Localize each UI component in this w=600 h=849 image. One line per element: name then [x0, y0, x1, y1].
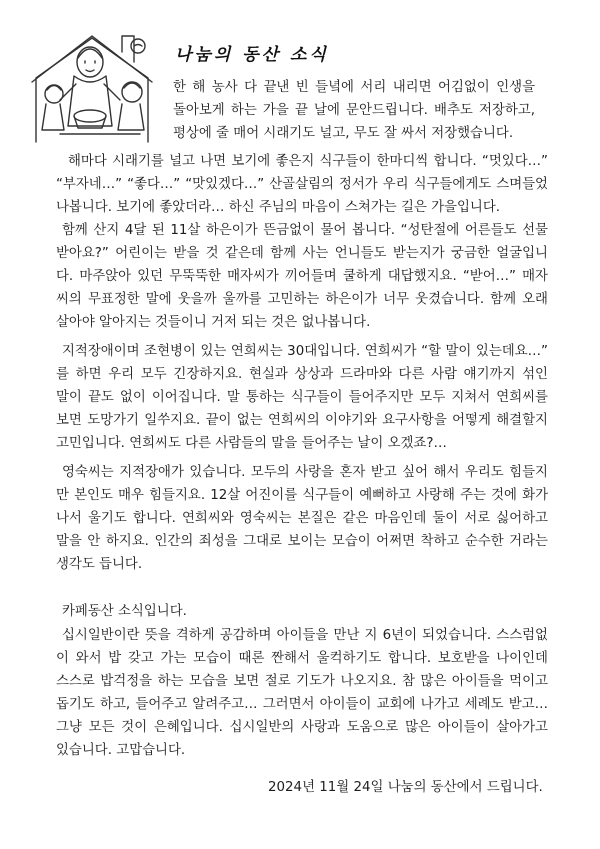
body-line: 평상에 줄 매어 시래기도 널고, 무도 잘 싸서 저장했습니다. [173, 126, 514, 141]
body-line: 지적장애이며 조현병이 있는 연희씨는 30대입니다. 연희씨가 “할 말이 있는데요…” [62, 344, 548, 359]
body-line: 영숙씨는 지적장애가 있습니다. 모두의 사랑을 혼자 받고 싶어 해서 우리도 힘들지 [62, 465, 548, 480]
body-line: 말이 끝도 없이 이어집니다. 말 통하는 식구들이 들어주지만 모두 지쳐서 연희씨를 [56, 390, 548, 405]
body-line: 이 와서 밥 갖고 가는 모습이 때론 짠해서 울컥하기도 합니다. 보호받을 나이인데 [56, 651, 548, 666]
body-line: 를 하면 우리 모두 긴장하지요. 현실과 상상과 드라마와 다른 사람 얘기까지 섞인 [56, 367, 548, 382]
body-line: 해마다 시래기를 널고 나면 보기에 좋은지 식구들이 한마디씩 합니다. “멋있다…” [68, 154, 548, 169]
cafe-section-heading: 카페동산 소식입니다. [62, 604, 187, 619]
body-line: 나서 울기도 합니다. 연희씨와 영숙씨는 본질은 같은 마음인데 둘이 서로 싫어하고 [56, 511, 548, 526]
signature-line: 2024년 11월 24일 나눔의 동산에서 드립니다. [268, 780, 543, 795]
body-line: 살아야 알아지는 것들이니 거저 되는 것은 없나봅니다. [56, 315, 371, 330]
body-line: 나봅니다. 보기에 좋았더라… 하신 주님의 마음이 스쳐가는 길은 가을입니다. [56, 200, 501, 215]
body-line: 있습니다. 고맙습니다. [56, 743, 186, 758]
body-line: 그냥 모든 것이 은혜입니다. 십시일반의 사랑과 도움으로 많은 아이들이 살아가고 [56, 720, 548, 735]
body-line: “부자네…” “좋다…” “맛있겠다…” 산골살림의 정서가 우리 식구들에게도 스며들었 [56, 177, 548, 192]
body-line: 받아요?” 어린이는 받을 것 같은데 함께 사는 언니들도 받는지가 궁금한 얼굴입니 [56, 246, 548, 261]
body-line: 고민입니다. 연희씨도 다른 사람들의 말을 들어주는 날이 오겠죠?… [56, 436, 447, 451]
body-line: 함께 산지 4달 된 11살 하은이가 뜬금없이 물어 봅니다. “성탄절에 어른들도 선물 [62, 223, 548, 238]
family-house-illustration [30, 30, 170, 148]
newsletter-title: 나눔의 동산 소식 [175, 45, 329, 65]
body-line: 다. 마주앉아 있던 무뚝뚝한 매자씨가 끼어들며 쿨하게 대답했지요. “받어…” 매자 [56, 269, 548, 284]
body-line: 한 해 농사 다 끝낸 빈 들녘에 서리 내리면 어김없이 인생을 [173, 80, 535, 95]
body-line: 십시일반이란 뜻을 격하게 공감하며 아이들을 만난 지 6년이 되었습니다. 스스럼없 [62, 628, 548, 643]
body-line: 스스로 밥걱정을 하는 모습을 보면 절로 기도가 나오지요. 참 많은 아이들을 먹이고 [56, 674, 548, 689]
body-line: 만 본인도 매우 힘들지요. 12살 어진이를 식구들이 예뻐하고 사랑해 주는 것에 화가 [56, 488, 548, 503]
body-line: 돌아보게 하는 가을 끝 날에 문안드립니다. 배추도 저장하고, [173, 103, 535, 118]
body-line: 말을 안 하지요. 인간의 죄성을 그대로 보이는 모습이 어쩌면 착하고 순수한 거라는 [56, 534, 548, 549]
body-line: 씨의 무표정한 말에 웃을까 울까를 고민하는 하은이가 너무 웃겼습니다. 함께 오래 [56, 292, 548, 307]
body-line: 보면 도망가기 일쑤지요. 끝이 없는 연희씨의 이야기와 요구사항을 어떻게 해결할지 [56, 413, 548, 428]
body-line: 돕기도 하고, 들어주고 알려주고… 그러면서 아이들이 교회에 나가고 세례도 받고… [56, 697, 548, 712]
body-line: 생각도 듭니다. [56, 557, 143, 572]
